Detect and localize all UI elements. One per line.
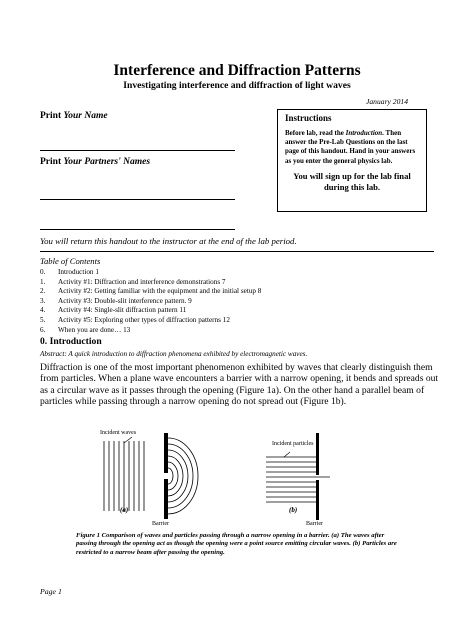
- instructions-body: Before lab, read the Introduction. Then answer the Pre-Lab Questions on the last page of this handout. Hand in your answers as you enter the general physics lab.: [285, 129, 416, 165]
- name-field-label: Print Your Name: [40, 111, 108, 121]
- figure-1-diagram: [40, 425, 434, 530]
- toc-item[interactable]: 3. Activity #3: Double-slit interference pattern. 9: [40, 296, 192, 305]
- panel-b-label-top: Incident particles: [272, 441, 314, 447]
- name-line: [40, 150, 235, 151]
- table-of-contents: [40, 268, 261, 335]
- instructions-heading: Instructions: [285, 113, 332, 123]
- document-date: January 2014: [366, 97, 408, 106]
- intro-paragraph: Diffraction is one of the most important phenomenon exhibited by waves that clearly distinguish them from particles. When a plane wave encounters a barrier with a narrow opening, it bends and spreads out as a circular wave as it passes through the opening (Figure 1a). On the other hand a parallel beam of particles while passing through a narrow opening do not spread out (Figure 1b).: [40, 362, 439, 407]
- partners-field-label: Print Your Partners' Names: [40, 157, 151, 167]
- section-heading: 0. Introduction: [40, 336, 102, 347]
- figure-caption: Figure 1 Comparison of waves and particles passing through a narrow opening in a barrier. (a) The waves after passing through the opening act as though the opening were a point source emitting circular waves. (b) Particles are restricted to a narrow beam after passing the opening.: [76, 532, 397, 556]
- instructions-signup: You will sign up for the lab final during this lab.: [293, 170, 411, 192]
- panel-b-barrier: [316, 433, 319, 520]
- panel-b-barrier-label: Barrier: [306, 521, 323, 527]
- toc-item[interactable]: 0. Introduction 1: [40, 268, 99, 276]
- panel-a-barrier: [164, 433, 168, 519]
- panel-a-barrier-label: Barrier: [152, 521, 169, 527]
- toc-item[interactable]: 4. Activity #4: Single-slit diffraction pattern 11: [40, 306, 187, 315]
- toc-item[interactable]: 5. Activity #5: Exploring other types of diffraction patterns 12: [40, 315, 230, 324]
- partners-line-2: [40, 229, 235, 230]
- panel-b-particles: [266, 457, 330, 502]
- panel-a-label-top: Incident waves: [100, 430, 137, 436]
- panel-b-label-arrow: [284, 452, 290, 457]
- document-title: Interference and Diffraction Patterns: [113, 62, 361, 79]
- toc-item[interactable]: 2. Activity #2: Getting familiar with the equipment and the initial setup 8: [40, 287, 262, 296]
- return-notice: You will return this handout to the instructor at the end of the lab period.: [40, 236, 297, 246]
- page-number: Page 1: [40, 587, 62, 596]
- instructions-box: [277, 109, 427, 212]
- panel-b-label: (b): [289, 506, 298, 514]
- toc-item[interactable]: 6. When you are done… 13: [40, 325, 131, 334]
- partners-line-1: [40, 199, 235, 200]
- toc-item[interactable]: 1. Activity #1: Diffraction and interference demonstrations 7: [40, 277, 226, 286]
- section-abstract: Abstract: A quick introduction to diffraction phenomena exhibited by electromagnetic waves.: [40, 350, 308, 358]
- toc-title: Table of Contents: [40, 256, 101, 266]
- panel-a-label-arrow: [124, 437, 132, 443]
- divider-rule: [40, 251, 434, 252]
- panel-a-label: (a): [120, 506, 129, 514]
- panel-a-waves: [104, 438, 198, 514]
- document-subtitle: Investigating interference and diffraction of light waves: [123, 80, 351, 91]
